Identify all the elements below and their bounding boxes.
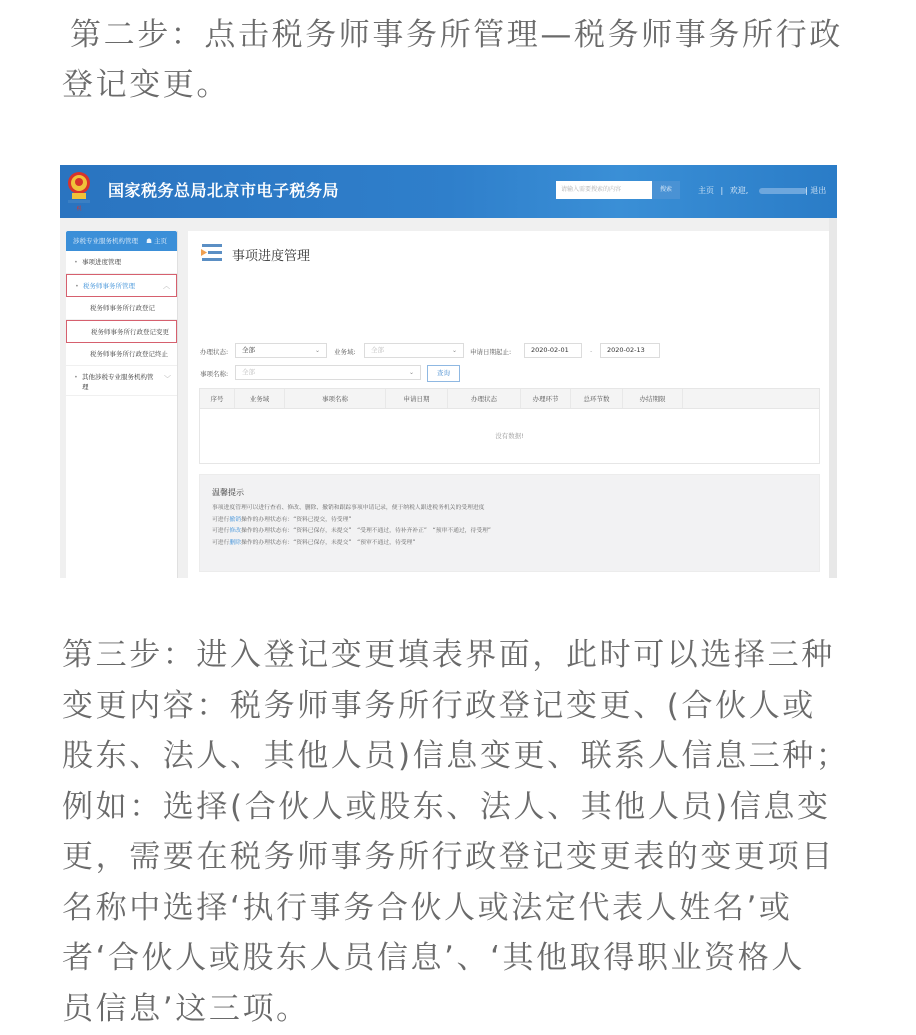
domain-label: 业务域: [334,348,356,356]
username-redacted [759,188,807,194]
col-item-name: 事项名称 [285,389,386,408]
sidebar-item-firm-management[interactable] [66,274,177,297]
domain-value: 全部 [371,346,384,354]
list-progress-icon [200,243,224,263]
sidebar-subitem-registration[interactable]: 税务师事务所行政登记 [66,297,177,320]
query-button[interactable]: 查询 [427,365,460,382]
sidebar-home-label: 主页 [153,237,167,245]
search-input[interactable]: 请输入需要搜索的内容 [556,181,652,199]
top-nav [698,185,815,196]
bullet-icon: • [74,258,78,266]
status-select[interactable] [235,343,327,358]
step3-paragraph [62,630,852,1034]
item-name-select[interactable] [235,365,421,380]
national-emblem-icon [66,169,92,213]
date-separator: - [590,347,593,355]
step3-line: 名称中选择‘执行事务合伙人或法定代表人姓名’或 [62,889,793,926]
sidebar-subitem-registration-termination[interactable]: 税务师事务所行政登记终止 [66,343,177,366]
page-title: 事项进度管理 [232,249,311,264]
chevron-down-icon: ﹀ [164,375,171,383]
col-apply-date: 申请日期 [386,389,448,408]
table-header [200,389,819,409]
step2-line-2: 登记变更。 [62,67,230,103]
sidebar [66,231,178,578]
main-panel [188,231,829,578]
sidebar-subitem-registration-change[interactable]: 税务师事务所行政登记变更 [66,320,177,343]
tips-text: 操作的办理状态有：“资料已提交，待受理” [241,516,352,523]
step3-line: 第三步：进入登记变更填表界面，此时可以选择三种 [62,637,835,673]
tips-line-revoke [212,515,807,527]
item-name-label: 事项名称: [200,370,229,378]
page-scrollbar[interactable] [829,218,837,578]
sidebar-home-link[interactable] [146,237,167,245]
nav-separator: | [720,186,724,195]
tips-text: 可进行 [212,516,230,523]
tips-title: 温馨提示 [212,488,244,497]
chevron-down-icon: ⌄ [451,347,457,354]
step3-line: 例如：选择(合伙人或股东、法人、其他人员)信息变 [62,788,831,825]
tips-text: 可进行 [212,539,230,546]
item-name-value: 全部 [242,368,255,376]
step3-line: 更，需要在税务师事务所行政登记变更表的变更项目 [62,839,835,875]
col-actions [683,389,819,408]
status-label: 办理状态: [200,348,229,356]
tips-line-delete [212,538,807,550]
sidebar-item-label: 其他涉税专业服务机构管理 [82,373,154,391]
tax-bureau-screenshot [60,165,837,578]
sidebar-header [66,231,177,251]
step2-line-1: 第二步：点击税务师事务所管理—税务师事务所行政 [70,17,843,53]
domain-select[interactable] [364,343,464,358]
nav-home-link[interactable]: 主页 [698,186,714,195]
search-button[interactable]: 搜索 [652,181,680,199]
status-value: 全部 [242,346,255,354]
site-title: 国家税务总局北京市电子税务局 [108,181,340,200]
step3-line: 者‘合伙人或股东人员信息’、‘其他取得职业资格人 [62,940,805,976]
delete-keyword: 删除 [229,539,242,546]
chevron-up-icon: ︿ [163,282,170,290]
col-stage: 办理环节 [521,389,571,408]
step3-line: 员信息’这三项。 [62,990,310,1027]
bullet-icon: • [74,373,78,381]
sidebar-header-title: 涉税专业服务机构管理 [73,237,138,245]
col-deadline: 办结期限 [623,389,683,408]
progress-table [199,388,820,464]
svg-text:税: 税 [76,206,82,212]
step3-line: 股东、法人、其他人员)信息变更、联系人信息三种； [62,738,850,774]
sidebar-item-other-agencies[interactable] [66,366,177,396]
tips-line-modify [212,526,807,538]
col-index: 序号 [200,389,235,408]
date-to-input[interactable]: 2020-02-13 [600,343,660,358]
modify-keyword: 修改 [229,528,242,534]
top-banner [60,165,837,218]
revoke-keyword: 撤销 [229,516,242,523]
chevron-down-icon: ⌄ [408,369,414,376]
empty-table-message: 没有数据! [495,432,524,440]
chevron-down-icon: ⌄ [314,347,320,354]
nav-welcome: 欢迎, [729,186,749,195]
col-total-stages: 总环节数 [571,389,623,408]
logout-link[interactable]: | 退出 [805,186,827,195]
col-status: 办理状态 [448,389,521,408]
tips-text: 操作的办理状态有：“资料已保存，未提交” “预审不通过，待受理” [241,539,416,546]
sidebar-item-label: 事项进度管理 [82,258,121,266]
step3-line: 变更内容：税务师事务所行政登记变更、(合伙人或 [62,687,816,724]
col-domain: 业务域 [235,389,285,408]
sidebar-item-label: 税务师事务所管理 [83,282,135,290]
bullet-icon: • [75,282,79,290]
tips-text: 可进行 [212,528,230,534]
date-from-input[interactable]: 2020-02-01 [524,343,582,358]
tips-text: 操作的办理状态有：“资料已保存，未提交” “受理不通过，待补齐补正” “预审不通过，待受理” [241,528,491,534]
step2-paragraph [62,10,852,110]
tips-box [199,474,820,572]
sidebar-item-progress[interactable] [66,251,177,274]
tips-line-1: 事项进度管理可以进行查看、修改、删除、撤销和跟踪事项申请记录，便于纳税人跟进税务机关的受理进度 [212,505,485,511]
date-range-label: 申请日期起止: [470,348,512,356]
home-arrow-icon: ☗ [146,237,152,245]
